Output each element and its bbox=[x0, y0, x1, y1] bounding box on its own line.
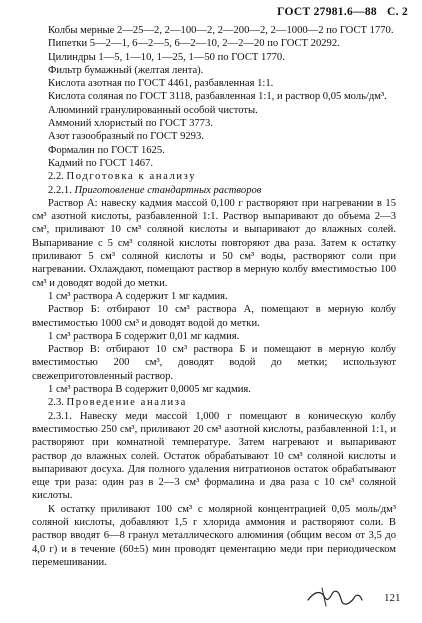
reagent-line: Азот газообразный по ГОСТ 9293. bbox=[48, 131, 204, 143]
section-title: Подготовка к анализу bbox=[66, 171, 197, 183]
reagent-line: Кислота соляная по ГОСТ 3118, разбавленная 1:1, и раствор 0,05 моль/дм³. bbox=[48, 91, 387, 103]
subsection-title: Приготовление стандартных растворов bbox=[74, 184, 262, 196]
solution-v-paragraph: Раствор В: отбирают 10 см³ раствора Б и помещают в мерную колбу вместимостью 200 см³, доводят водой до метки; используют свежеприготовленный раствор. bbox=[32, 344, 396, 382]
equipment-line: Цилиндры 1—5, 1—10, 1—25, 1—50 по ГОСТ 1770. bbox=[48, 51, 285, 63]
solution-v-content: 1 см³ раствора В содержит 0,0005 мг кадмия. bbox=[48, 384, 251, 396]
standard-number: ГОСТ 27981.6—88 bbox=[277, 6, 377, 18]
section-number: 2.2. bbox=[48, 171, 64, 183]
page-label: С. 2 bbox=[386, 6, 408, 18]
subsection-heading-standards bbox=[32, 184, 396, 197]
reagent-line: Алюминий гранулированный особой чистоты. bbox=[48, 104, 258, 116]
equipment-line: Колбы мерные 2—25—2, 2—100—2, 2—200—2, 2—1000—2 по ГОСТ 1770. bbox=[48, 25, 394, 36]
reagent-line: Кадмий по ГОСТ 1467. bbox=[48, 157, 153, 169]
document-body bbox=[32, 24, 396, 569]
handwritten-signature bbox=[304, 582, 364, 610]
solution-a-content: 1 см³ раствора А содержит 1 мг кадмия. bbox=[48, 290, 228, 302]
section-title: Проведение анализа bbox=[66, 397, 187, 409]
page-number: 121 bbox=[384, 592, 401, 604]
reagent-line: Аммоний хлористый по ГОСТ 3773. bbox=[48, 118, 213, 130]
solution-a-paragraph: Раствор А: навеску кадмия массой 0,100 г растворяют при нагревании в 15 см³ азотной кислоты, разбавленной 1:1. Раствор выпаривают до объема 2—3 см³, приливают 10 см³ соляной кислоты и выпаривают до влажных солей. Выпаривание с 5 см³ соляной кислоты повторяют два раза. Затем к остатку приливают 5 см³ соляной кислоты и 50 см³ воды, растворяют соли при нагревании. Охлаждают, помещают раствор в мерную колбу вместимостью 100 см³ и доводят водой до метки. bbox=[32, 197, 396, 289]
equipment-line: Пипетки 5—2—1, 6—2—5, 6—2—10, 2—2—20 по ГОСТ 20292. bbox=[48, 38, 340, 50]
running-header bbox=[277, 6, 408, 18]
solution-b-content: 1 см³ раствора Б содержит 0,01 мг кадмия. bbox=[48, 330, 240, 342]
reagent-line: Кислота азотная по ГОСТ 4461, разбавленная 1:1. bbox=[48, 78, 274, 90]
section-number: 2.3. bbox=[48, 397, 64, 409]
reagent-line: Формалин по ГОСТ 1625. bbox=[48, 144, 165, 156]
procedure-paragraph: 2.3.1. Навеску меди массой 1,000 г помещают в коническую колбу вместимостью 250 см³, приливают 20 см³ азотной кислоты, разбавленной 1:1, и растворяют при комнатной температуре. Затем нагревают и выпаривают раствор до влажных солей. Остаток обрабатывают 10 см³ соляной кислоты и выпаривают досуха. Для полного удаления нитратионов остаток обрабатывают еще три раза: один раз в 2—3 см³ формалина и два раза с 10 см³ соляной кислоты. bbox=[32, 410, 396, 502]
equipment-line: Фильтр бумажный (желтая лента). bbox=[48, 64, 204, 76]
section-heading-preparation bbox=[32, 170, 396, 183]
solution-b-paragraph: Раствор Б: отбирают 10 см³ раствора А, помещают в мерную колбу вместимостью 1000 см³ и доводят водой до метки. bbox=[32, 304, 396, 329]
procedure-paragraph: К остатку приливают 100 см³ с молярной концентрацией 0,05 моль/дм³ соляной кислоты, добавляют 1,5 г хлорида аммония и растворяют соли. В раствор вводят 6—8 гранул металлического алюминия (общим весом от 3,5 до 4,0 г) и в течение (60±5) мин проводят цементацию меди при периодическом перемешивании. bbox=[32, 503, 396, 568]
section-heading-procedure bbox=[32, 396, 396, 409]
subsection-number: 2.2.1. bbox=[48, 184, 72, 196]
